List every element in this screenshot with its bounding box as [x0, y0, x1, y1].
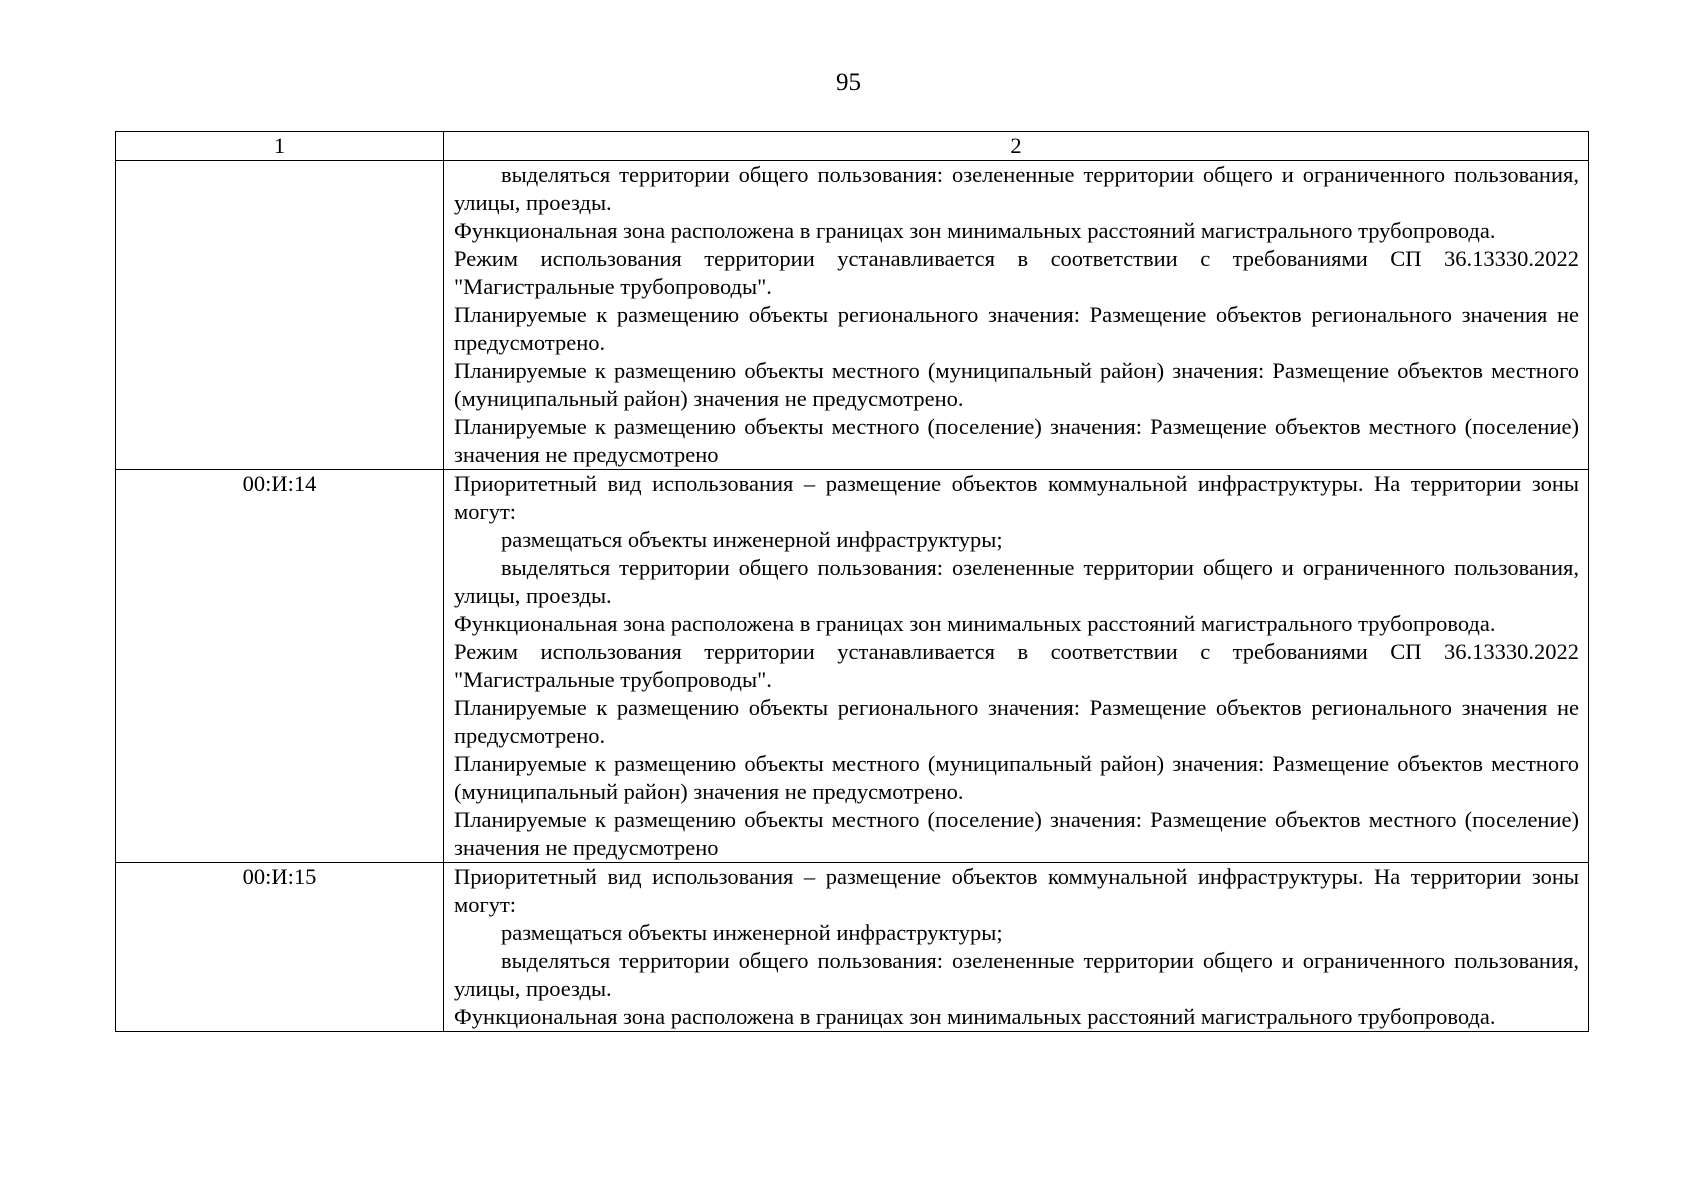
table-header-row [116, 132, 1589, 161]
description-paragraph: размещаться объекты инженерной инфраструктуры; [501, 527, 1003, 552]
table-row [116, 863, 1589, 1032]
table-row [116, 470, 1589, 863]
zone-code-cell [116, 161, 444, 470]
zone-description-cell [444, 470, 1589, 863]
description-paragraph: выделяться территории общего пользования: озелененные территории общего и ограниченного пользования, улицы, проезды. [454, 555, 1579, 608]
zone-table [115, 131, 1589, 1032]
description-paragraph: Планируемые к размещению объекты регионального значения: Размещение объектов регионального значения не предусмотрено. [454, 695, 1579, 748]
description-paragraph: Режим использования территории устанавливается в соответствии с требованиями СП 36.13330.2022 "Магистральные трубопроводы". [454, 639, 1579, 692]
description-paragraph: Приоритетный вид использования – размещение объектов коммунальной инфраструктуры. На территории зоны могут: [454, 471, 1579, 524]
description-paragraph: Режим использования территории устанавливается в соответствии с требованиями СП 36.13330.2022 "Магистральные трубопроводы". [454, 246, 1579, 299]
description-paragraph: Функциональная зона расположена в границах зон минимальных расстояний магистрального трубопровода. [454, 1004, 1496, 1029]
description-paragraph: выделяться территории общего пользования: озелененные территории общего и ограниченного пользования, улицы, проезды. [454, 948, 1579, 1001]
description-paragraph: Планируемые к размещению объекты местного (поселение) значения: Размещение объектов местного (поселение) значения не предусмотрено [454, 807, 1579, 860]
table-row [116, 161, 1589, 470]
zone-code-cell: 00:И:15 [116, 863, 444, 1032]
description-paragraph: Функциональная зона расположена в границах зон минимальных расстояний магистрального трубопровода. [454, 611, 1496, 636]
header-col-1: 1 [116, 132, 444, 161]
description-paragraph: выделяться территории общего пользования: озелененные территории общего и ограниченного пользования, улицы, проезды. [454, 162, 1579, 215]
description-paragraph: Функциональная зона расположена в границах зон минимальных расстояний магистрального трубопровода. [454, 218, 1496, 243]
description-paragraph: Приоритетный вид использования – размещение объектов коммунальной инфраструктуры. На территории зоны могут: [454, 864, 1579, 917]
description-paragraph: Планируемые к размещению объекты местного (муниципальный район) значения: Размещение объектов местного (муниципальный район) значения не предусмотрено. [454, 751, 1579, 804]
header-col-2: 2 [444, 132, 1589, 161]
zone-code-cell: 00:И:14 [116, 470, 444, 863]
description-paragraph: Планируемые к размещению объекты регионального значения: Размещение объектов регионального значения не предусмотрено. [454, 302, 1579, 355]
zone-description-cell [444, 161, 1589, 470]
description-paragraph: Планируемые к размещению объекты местного (муниципальный район) значения: Размещение объектов местного (муниципальный район) значения не предусмотрено. [454, 358, 1579, 411]
description-paragraph: размещаться объекты инженерной инфраструктуры; [501, 920, 1003, 945]
description-paragraph: Планируемые к размещению объекты местного (поселение) значения: Размещение объектов местного (поселение) значения не предусмотрено [454, 414, 1579, 467]
zone-description-cell [444, 863, 1589, 1032]
page-number: 95 [836, 69, 861, 96]
